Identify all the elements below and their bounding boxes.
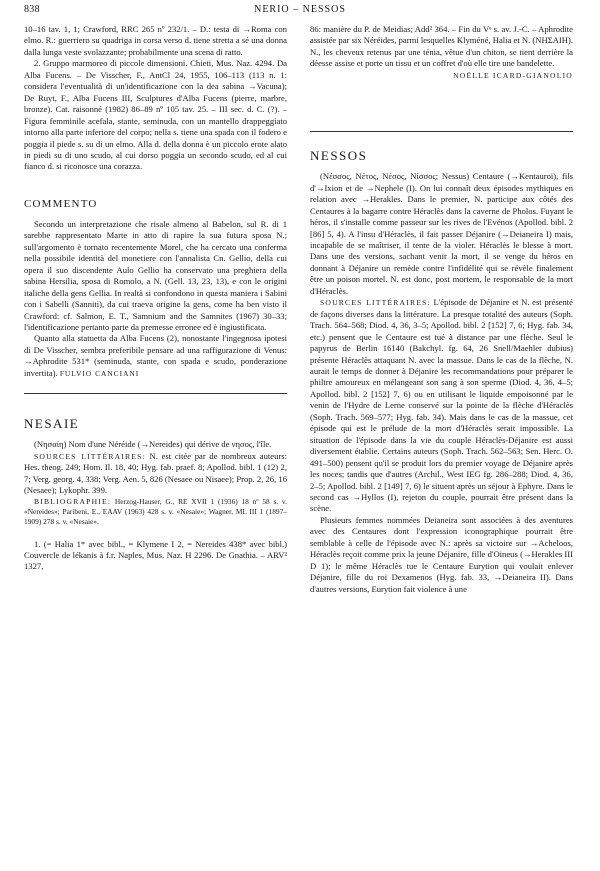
nesaie-author: NOËLLE ICARD-GIANOLIO: [453, 70, 573, 80]
nessos-heading: NESSOS: [310, 148, 368, 164]
nesaie-catalogue-1-end: 86: manière du P. de Meidias; Add² 364. – Fin du Vᵉ s. av. J.-C. – Aphrodite assistée par six Néréides, parmi lesquelles Klyméné, Halia et N. (ΝΗΣΑΙΗ). N., les cheveux retenus par une ténia, vêtue d'un chiton, se tient derrière la déesse assise et porte un tissu et un coffret d'où elle tire une bandelette.: [310, 24, 573, 69]
nerio-catalogue-1-end: 10–16 tav. 1, 1; Crawford, RRC 265 nº 232/1. – D.: testa di →Roma con elmo. R.: guerriero su quadriga in corsa verso d. tiene stretta a sé una donna dalla lunga veste svolazzante; probabilmente una scena di ratto.: [24, 24, 287, 57]
nessos-sources: [310, 297, 573, 515]
nesaie-sources-label: SOURCES LITTÉRAIRES:: [34, 451, 146, 461]
nesaie-bibliography-label: BIBLIOGRAPHIE:: [34, 496, 112, 506]
nesaie-sources: [24, 451, 287, 497]
nesaie-heading: NESAIE: [24, 416, 80, 432]
nessos-intro: (Νέσσος, Νέτος, Νέσος, Νίσσος; Nessus) Centaure (→Kentauroi), fils d'→Ixion et de →Nephele (I). On lui connaît deux épisodes mythiques en relation avec →Herakles. Dans le premier, N. participe aux côtés des Centaures à la bagarre contre Héraclès dans la caverne de Pholos. Fuyant le héros, il s'installe comme passeur sur les rives de l'Evénos (Apollod. bibl. 2 [86] 5, 4). A l'insu d'Héraclès, il fait passer Déjanire (→Deianeira I) mais, incapable de se maîtriser, il tente de la violer. Héraclès le blesse à mort. Dans une des versions, sachant venir la mort, il se venge du héros en donnant à Déjanire un remède contre l'infidélité qui se révèle finalement être un poison mortel. N. est donc, post mortem, le responsable de la mort d'Héraclès.: [310, 171, 573, 296]
nesaie-sources-text: N. est citée par de nombreux auteurs: Hes. theog. 249; Hom. Il. 18, 40; Hyg. fab. praef. 8; Apollod. bibl. 1 (12) 2, 7; Verg. georg. 4, 338; Verg. Aen. 5, 826 (Nesaee ou Nisaee); Prop. 2, 26, 16 (Nesaee); Lykophr. 399.: [24, 450, 287, 496]
commento-paragraph-1: Secondo un interpretazione che risale almeno al Babelon, sul R. di 1 sarebbe rappresentato Marte in atto di rapire la sua futura sposa N.; sull'argomento è tornato recentemente Morel, che ha cercato una conferma nella possibile identità del monetiere con l'annalista Cn. Gellio, della cui opera il suo discendente Aulo Gellio ha conservato una preghiera della sabina Hersilia, sposa di Romolo, a N. (Gell. 13, 23, 13), e con le origini italiche della gens Gellia. In realtà si confondono in questa maniera i Sabini con i Sabelli (Sanniti), da cui traeva origine la gens, come ha ben visto il Crawford: cf. Salmon, E. T., Samnium and the Samnites (1967) 30–33; l'identificazione pertanto parte da premesse erronee ed è ingiustificata.: [24, 218, 287, 332]
nesaie-bibliography-text: Herzog-Hauser, G., RE XVII 1 (1936) 18 nº 58 s. v. «Nereides»; Paribeni, E., EAAV (1963) 428 s. v. «Nesaie»; Wagner, ML III 1 (1897–1909) 278 s. v. «Nesaie».: [24, 496, 287, 526]
nessos-sources-label: SOURCES LITTÉRAIRES:: [320, 298, 431, 308]
nesaie-catalogue-1: 1. (= Halia 1* avec bibl., = Klymene I 2, = Nereides 438* avec bibl.) Couvercle de lékanis à f.r. Naples, Mus. Naz. H 2296. De Gnathia. – ARV² 1327,: [24, 538, 287, 572]
nessos-paragraph-2: Plusieurs femmes nommées Deianeira sont associées à des aventures avec des Centaures dont l'expression iconographique pourrait être semblable à celle de l'épisode avec N.: après sa victoire sur →Acheloos, Héraclès reçoit comme prix la jeune Déjanire, fille d'Oineus (→Herakles III D 1); le même Héraclès tue le Centaure Eurytion qui voulait enlever Déjanire, fille du roi Dexamenos (Hyg. fab. 33, →Deianeira II). Dans d'autres versions, Eurytion fait violence à une: [310, 514, 573, 594]
running-title: NERIO – NESSOS: [254, 4, 346, 15]
commento-paragraph-2: [24, 333, 287, 379]
right-column: [310, 24, 573, 595]
nessos-sources-text: L'épisode de Déjanire et N. est présenté de façons diverses dans la littérature. La presque totalité des auteurs (Soph. Trach. 564–568; Diod. 4, 36, 3–5; Apollod. bibl. 2 [152] 7, 6; Hyg. fab. 34, etc.) pensent que le Centaure est tué à distance par une flèche. Seul le papyrus de Berlin 16140 (Bakchyl. fg. 64, 26 Snell/Maehler dubius) présente Héraclès attaquant N. avec la massue. Dans le cas de la flèche, N. aurait le temps de donner à Déjanire les recommandations pour préparer le philtre amoureux en mélangeant son sang à son sperme (Diod. 4, 36, 4–5; Apollod. bibl. 2 [152] 7, 6) ou en utilisant le liquide empoisonné par le venin de l'Hydre de Lerne conservé sur la pointe de la flèche d'Héraclès (Soph. Trach. 569–577; Hyg. fab. 34). Mais dans le cas de la massue, cet épisode qui est le prélude de la mort d'Héraclès serait impossible. La situation de l'épisode dans la vie du couple Héraclès-Déjanire est aussi diversement établie. Certains auteurs (Soph. Trach. 562–563; Sen. Herc. O. 491–500) pensent qu'il se produit lors du premier voyage de Déjanire après les noces; tandis que d'autres (Archil., West IEG fg. 286–288; Diod. 4, 36, 2–5; Apollod. bibl. 2 [149] 7, 6) le situent après un séjour à Ephyre. Dans le second cas →Hyllos (I), rejeton du couple, pourrait être présent dans la scène.: [310, 297, 573, 514]
nerio-catalogue-2: 2. Gruppo marmoreo di piccole dimensioni. Chieti, Mus. Naz. 4294. Da Alba Fucens. – De Visscher, F., AntCl 24, 1955, 106–113 (113 n. 1: considera l'eventualità di un'identificazione con la dea sabina →Vacuna); De Ruyt, F., Alba Fucens III, Sculptures d'Alba Fucens (pierre, marbre, bronze). Cat. raisonné (1982) 86–89 nº 105 tav. 25. – III sec. d. C. (?). – Figura femminile acefala, stante, seminuda, con un mantello drappeggiato intorno alla parte inferiore del corpo; nella s. tiene una spada con il fodero e poggia il piede s. su di un elmo. Alla d. della donna è un piccolo erote alato in piedi su di uno scudo, al cui dorso poggia un secondo scudo, ed al cui fianco d. si riconosce una corazza.: [24, 58, 287, 172]
page-number: 838: [24, 4, 40, 15]
left-column: [24, 24, 287, 573]
commento-author: FULVIO CANCIANI: [59, 368, 140, 378]
commento-heading: COMMENTO: [24, 197, 98, 210]
nesaie-bibliography: [24, 497, 287, 527]
commento-paragraph-2-text: Quanto alla statuetta da Alba Fucens (2), nonostante l'ingegnosa ipotesi di De Visscher, sembra preferibile pensare ad una raffigurazione di Venus: →Aphrodite 531* (seminuda, stante, con spada e scudo, ponderazione invertita).: [24, 333, 287, 378]
running-header: [24, 4, 576, 18]
nesaie-intro: (Νησαίη) Nom d'une Néréide (→Nereides) qui dérive de νησος, l'île.: [34, 439, 272, 450]
